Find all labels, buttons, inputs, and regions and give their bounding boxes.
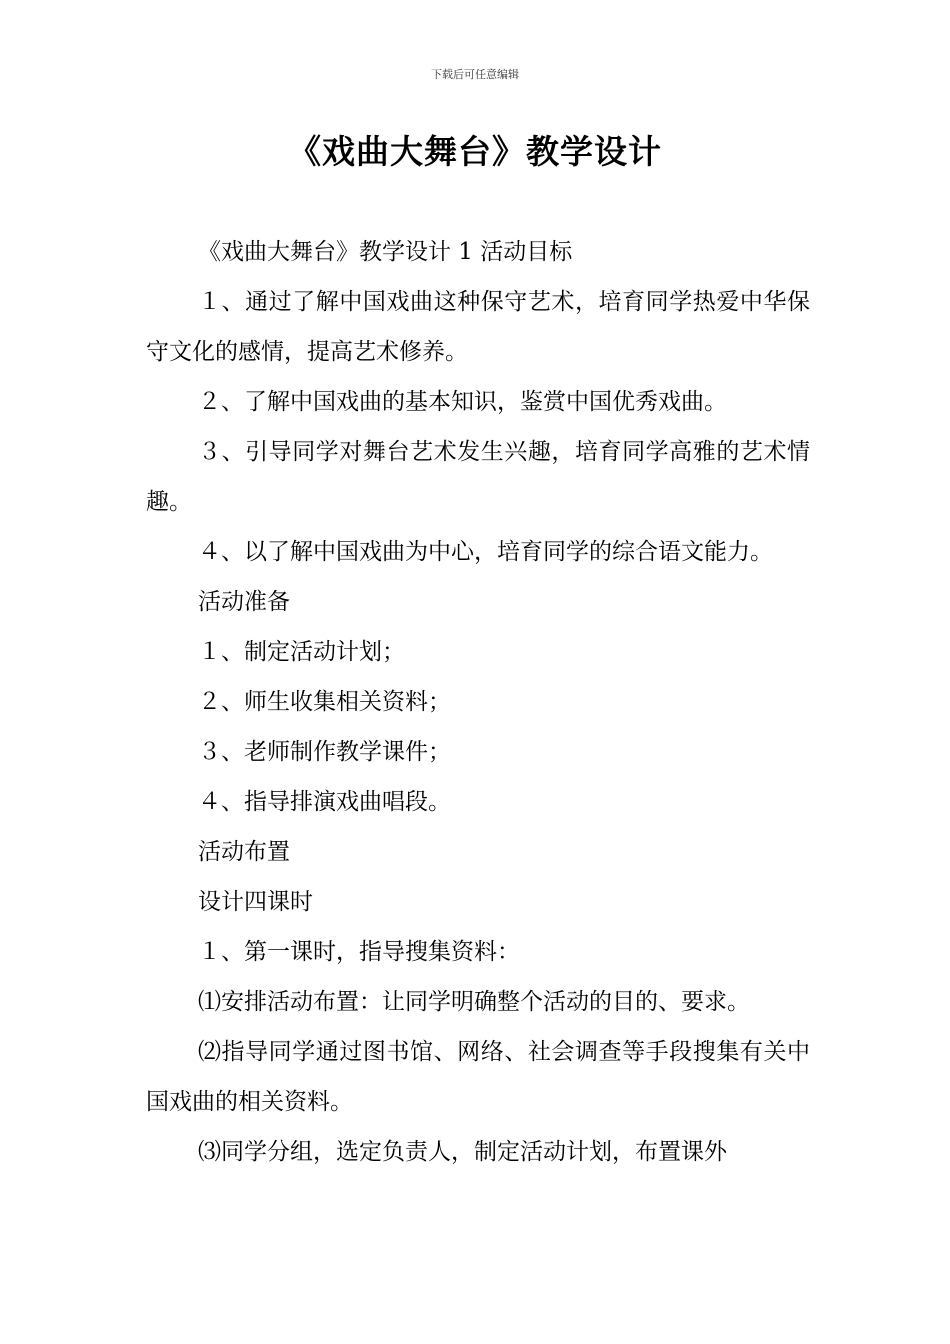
paragraph-prep-4: ４、指导排演戏曲唱段。 <box>198 789 451 815</box>
paragraph-prep-3: ３、老师制作教学课件； <box>198 739 451 765</box>
paragraph-goal-2: ２、了解中国戏曲的基本知识，鉴赏中国优秀戏曲。 <box>198 389 727 415</box>
header-note: 下载后可任意编辑 <box>431 68 519 81</box>
paragraph-goal-4: ４、以了解中国戏曲为中心，培育同学的综合语文能力。 <box>198 539 773 565</box>
heading-preparation: 活动准备 <box>198 589 290 615</box>
paragraph-lesson-1: １、第一课时，指导搜集资料： <box>198 939 520 965</box>
paragraph-goal-1: １、通过了解中国戏曲这种保守艺术，培育同学热爱中华保守文化的感情，提高艺术修养。 <box>146 289 810 365</box>
document-body <box>146 227 810 1177</box>
paragraph-goal-3: ３、引导同学对舞台艺术发生兴趣，培育同学高雅的艺术情趣。 <box>146 439 810 515</box>
document-title: 《戏曲大舞台》教学设计 <box>288 132 662 171</box>
paragraph-step-2: ⑵指导同学通过图书馆、网络、社会调查等手段搜集有关中国戏曲的相关资料。 <box>146 1039 810 1115</box>
paragraph-design: 设计四课时 <box>198 889 313 915</box>
paragraph-step-3: ⑶同学分组，选定负责人，制定活动计划，布置课外 <box>198 1139 727 1165</box>
paragraph-intro: 《戏曲大舞台》教学设计 1 活动目标 <box>198 239 573 265</box>
paragraph-prep-2: ２、师生收集相关资料； <box>198 689 451 715</box>
heading-arrangement: 活动布置 <box>198 839 290 865</box>
paragraph-prep-1: １、制定活动计划； <box>198 639 405 665</box>
paragraph-step-1: ⑴安排活动布置：让同学明确整个活动的目的、要求。 <box>198 989 750 1015</box>
